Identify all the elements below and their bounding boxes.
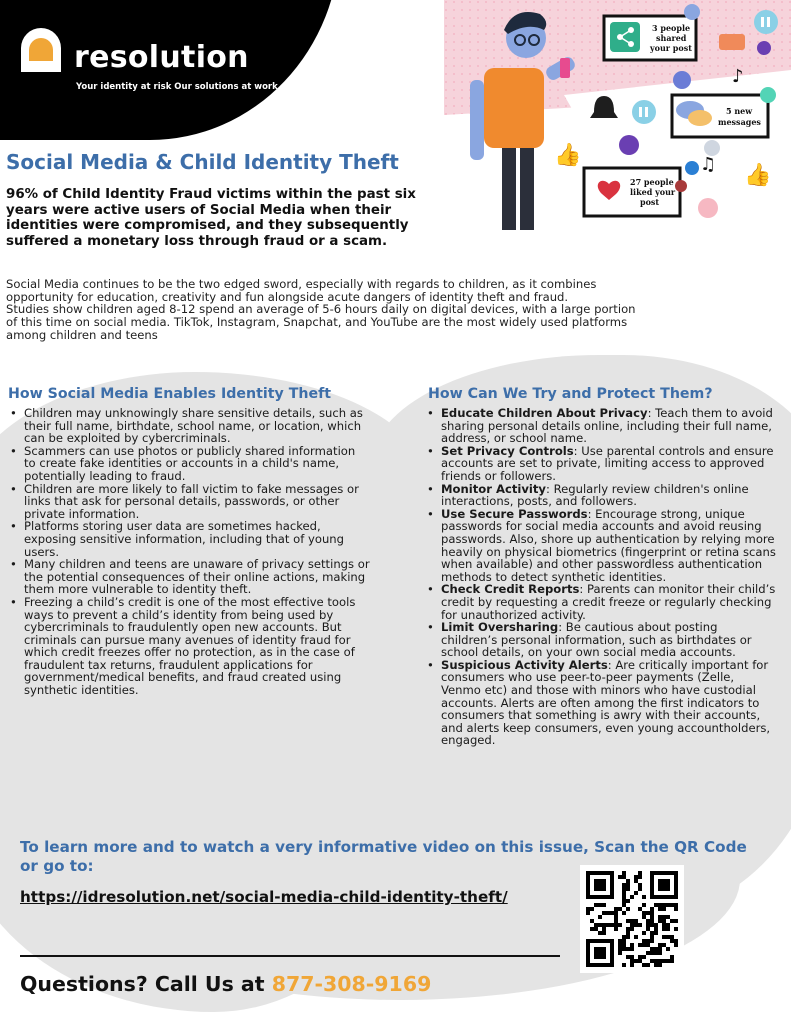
questions-label: Questions? Call Us at (20, 972, 272, 996)
list-item: • Scammers can use photos or publicly shared information to create fake identities or accounts in a child's name, potentially leading to fraud. (8, 445, 370, 483)
phone-number[interactable]: 877-308-9169 (271, 972, 432, 996)
likes-bubble-text: 27 people liked your post (630, 177, 676, 207)
tip-text: : Use parental controls and ensure accounts are set to private, limiting access to approved friends or followers. (441, 443, 774, 483)
list-item (425, 407, 777, 445)
list-item (425, 483, 777, 508)
tip-term: Monitor Activity (441, 481, 546, 496)
footer-contact (20, 972, 431, 996)
list-item (425, 659, 777, 747)
qr-code-icon (586, 871, 678, 967)
tip-text: : Teach them to avoid sharing personal details online, including their full name, address, or school name. (441, 406, 773, 446)
learn-more-text: To learn more and to watch a very informative video on this issue, Scan the QR Code or go to: (20, 838, 747, 875)
svg-text:♫: ♫ (700, 154, 717, 175)
brand-name: resolution (74, 40, 249, 75)
messages-bubble-text: 5 new messages (718, 106, 761, 127)
page-title: Social Media & Child Identity Theft (6, 150, 399, 174)
list-item (425, 508, 777, 584)
identity-theft-causes-list (8, 407, 370, 697)
svg-text:👍: 👍 (554, 143, 582, 168)
list-item (425, 621, 777, 659)
resolution-logo-icon (16, 26, 66, 76)
tip-text: : Encourage strong, unique passwords for social media accounts and avoid reusing passwords. Also, shore up authentication by relying more heavily on physical biometrics (fingerprint or retina scans when available) and other passwordless authentication methods to detect synthetic identities. (441, 506, 776, 584)
messages-bubble (672, 95, 768, 137)
tip-term: Use Secure Passwords (441, 506, 588, 521)
right-column-heading: How Can We Try and Protect Them? (428, 386, 713, 402)
list-item: • Children are more likely to fall victim to fake messages or links that ask for personal details, passwords, or other private information. (8, 483, 370, 521)
svg-text:♪: ♪ (732, 66, 744, 87)
divider (20, 955, 560, 957)
tip-term: Suspicious Activity Alerts (441, 657, 608, 672)
list-item: • Platforms storing user data are sometimes hacked, exposing sensitive information, including that of young users. (8, 520, 370, 558)
lead-statement: 96% of Child Identity Fraud victims within the past six years were active users of Social Media when their identities were compromised, and they subsequently suffered a monetary loss through fraud or a scam. (6, 187, 416, 249)
intro-paragraph-1: Social Media continues to be the two edged sword, especially with regards to children, as it combines opportunity for education, creativity and fun alongside acute dangers of identity theft and fraud. (6, 277, 597, 304)
share-bubble-text: 3 people shared your post (650, 23, 692, 53)
list-item: • Children may unknowingly share sensitive details, such as their full name, birthdate, school name, or location, which can be exploited by cybercriminals. (8, 407, 370, 445)
tip-term: Educate Children About Privacy (441, 406, 648, 420)
intro-paragraph-2: Studies show children aged 8-12 spend an average of 5-6 hours daily on digital devices, with a large portion of this time on social media. TikTok, Instagram, Snapchat, and YouTube are the most widely used platforms among children and teens (6, 302, 636, 342)
tip-term: Check Credit Reports (441, 582, 580, 597)
list-item (425, 583, 777, 621)
left-column-heading: How Social Media Enables Identity Theft (8, 386, 332, 402)
article-link[interactable]: https://idresolution.net/social-media-child-identity-theft/ (20, 888, 508, 906)
tip-text: : Are critically important for consumers who use peer-to-peer payments (Zelle, Venmo etc) and those with minors who have custodial accounts. Alerts are often among the first indicators to consumers that something is awry with their accounts, and alerts keep consumers, even young accountholders, engaged. (441, 657, 771, 748)
protection-tips-list (425, 407, 777, 747)
qr-code[interactable] (580, 865, 684, 973)
tip-text: : Be cautious about posting children’s personal information, such as birthdates or school details, on your own social media accounts. (441, 620, 752, 660)
tip-term: Limit Oversharing (441, 620, 559, 635)
tip-term: Set Privacy Controls (441, 443, 574, 458)
tip-text: : Parents can monitor their child’s credit by requesting a credit freeze or regularly checking for unauthorized activity. (441, 582, 776, 622)
hero-illustration (444, 0, 791, 235)
svg-text:👍: 👍 (744, 163, 772, 188)
list-item (425, 445, 777, 483)
list-item: • Many children and teens are unaware of privacy settings or the potential consequences of their online actions, making them more vulnerable to identity theft. (8, 558, 370, 596)
brand-tagline: Your identity at risk Our solutions at work (76, 82, 278, 92)
list-item: • Freezing a child’s credit is one of the most effective tools ways to prevent a child’s identity from being used by cybercriminals to fraudulently open new accounts. But criminals can pursue many avenues of identity fraud for which credit freezes offer no protection, as in the case of fraudulent tax returns, fraudulent applications for government/medical benefits, and fraud created using synthetic identities. (8, 596, 370, 697)
intro-text (6, 278, 646, 342)
tip-text: : Regularly review children's online interactions, posts, and followers. (441, 481, 749, 509)
